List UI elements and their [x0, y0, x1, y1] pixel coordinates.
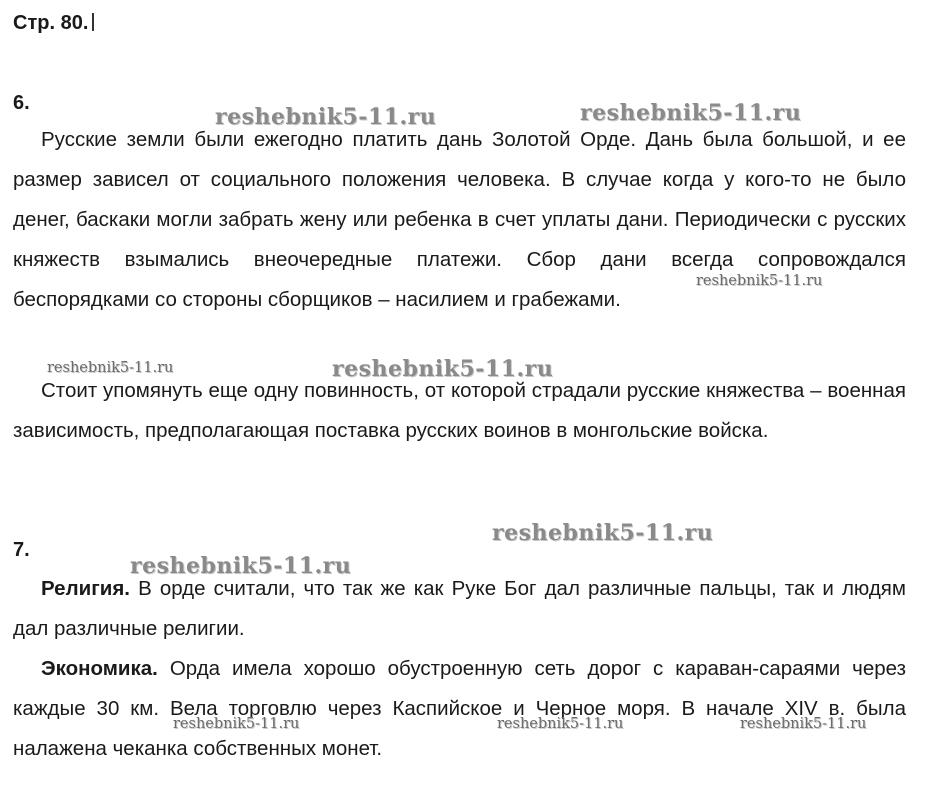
section-number-7: 7.: [13, 539, 30, 561]
section-6-paragraph-2: Стоит упомянуть еще одну повинность, от которой страдали русские княжества – военная зависимость, предполагающая поставка русских воинов в монгольские войска.: [13, 379, 906, 442]
watermark: reshebnik5-11.ru: [173, 716, 300, 732]
watermark: reshebnik5-11.ru: [580, 100, 802, 126]
page-label: Стр. 80.: [13, 12, 89, 34]
watermark: reshebnik5-11.ru: [492, 520, 714, 546]
religion-text: В орде считали, что так же как Руке Бог дал различные пальцы, так и людям дал различные религии.: [13, 577, 906, 640]
economy-label: Экономика.: [41, 657, 158, 680]
section-7-paragraph-religion: [13, 569, 906, 649]
watermark: reshebnik5-11.ru: [332, 356, 554, 382]
section-number-6: 6.: [13, 92, 30, 114]
section-6-paragraph-1: Русские земли были ежегодно платить дань Золотой Орде. Дань была большой, и ее размер зависел от социального положения человека. В случае когда у кого-то не было денег, баскаки могли забрать жену или ребенка в счет уплаты дани. Периодически с русских княжеств взымались внеочередные платежи. Сбор дани всегда сопровождался беспорядками со стороны сборщиков – насилием и грабежами.: [13, 128, 906, 311]
watermark: reshebnik5-11.ru: [130, 553, 352, 579]
religion-label: Религия.: [41, 577, 130, 600]
page-header: [13, 10, 94, 36]
watermark: reshebnik5-11.ru: [47, 360, 174, 376]
economy-text: Орда имела хорошо обустроенную сеть дорог с караван-сараями через каждые 30 км. Вела торговлю через Каспийское и Черное моря. В начале XIV в. была налажена чеканка собственных монет.: [13, 657, 906, 760]
watermark: reshebnik5-11.ru: [696, 273, 823, 289]
cursor-mark-icon: [92, 13, 94, 31]
section-7-paragraph-economy: [13, 649, 906, 769]
watermark: reshebnik5-11.ru: [215, 104, 437, 130]
watermark: reshebnik5-11.ru: [740, 716, 867, 732]
watermark: reshebnik5-11.ru: [497, 716, 624, 732]
